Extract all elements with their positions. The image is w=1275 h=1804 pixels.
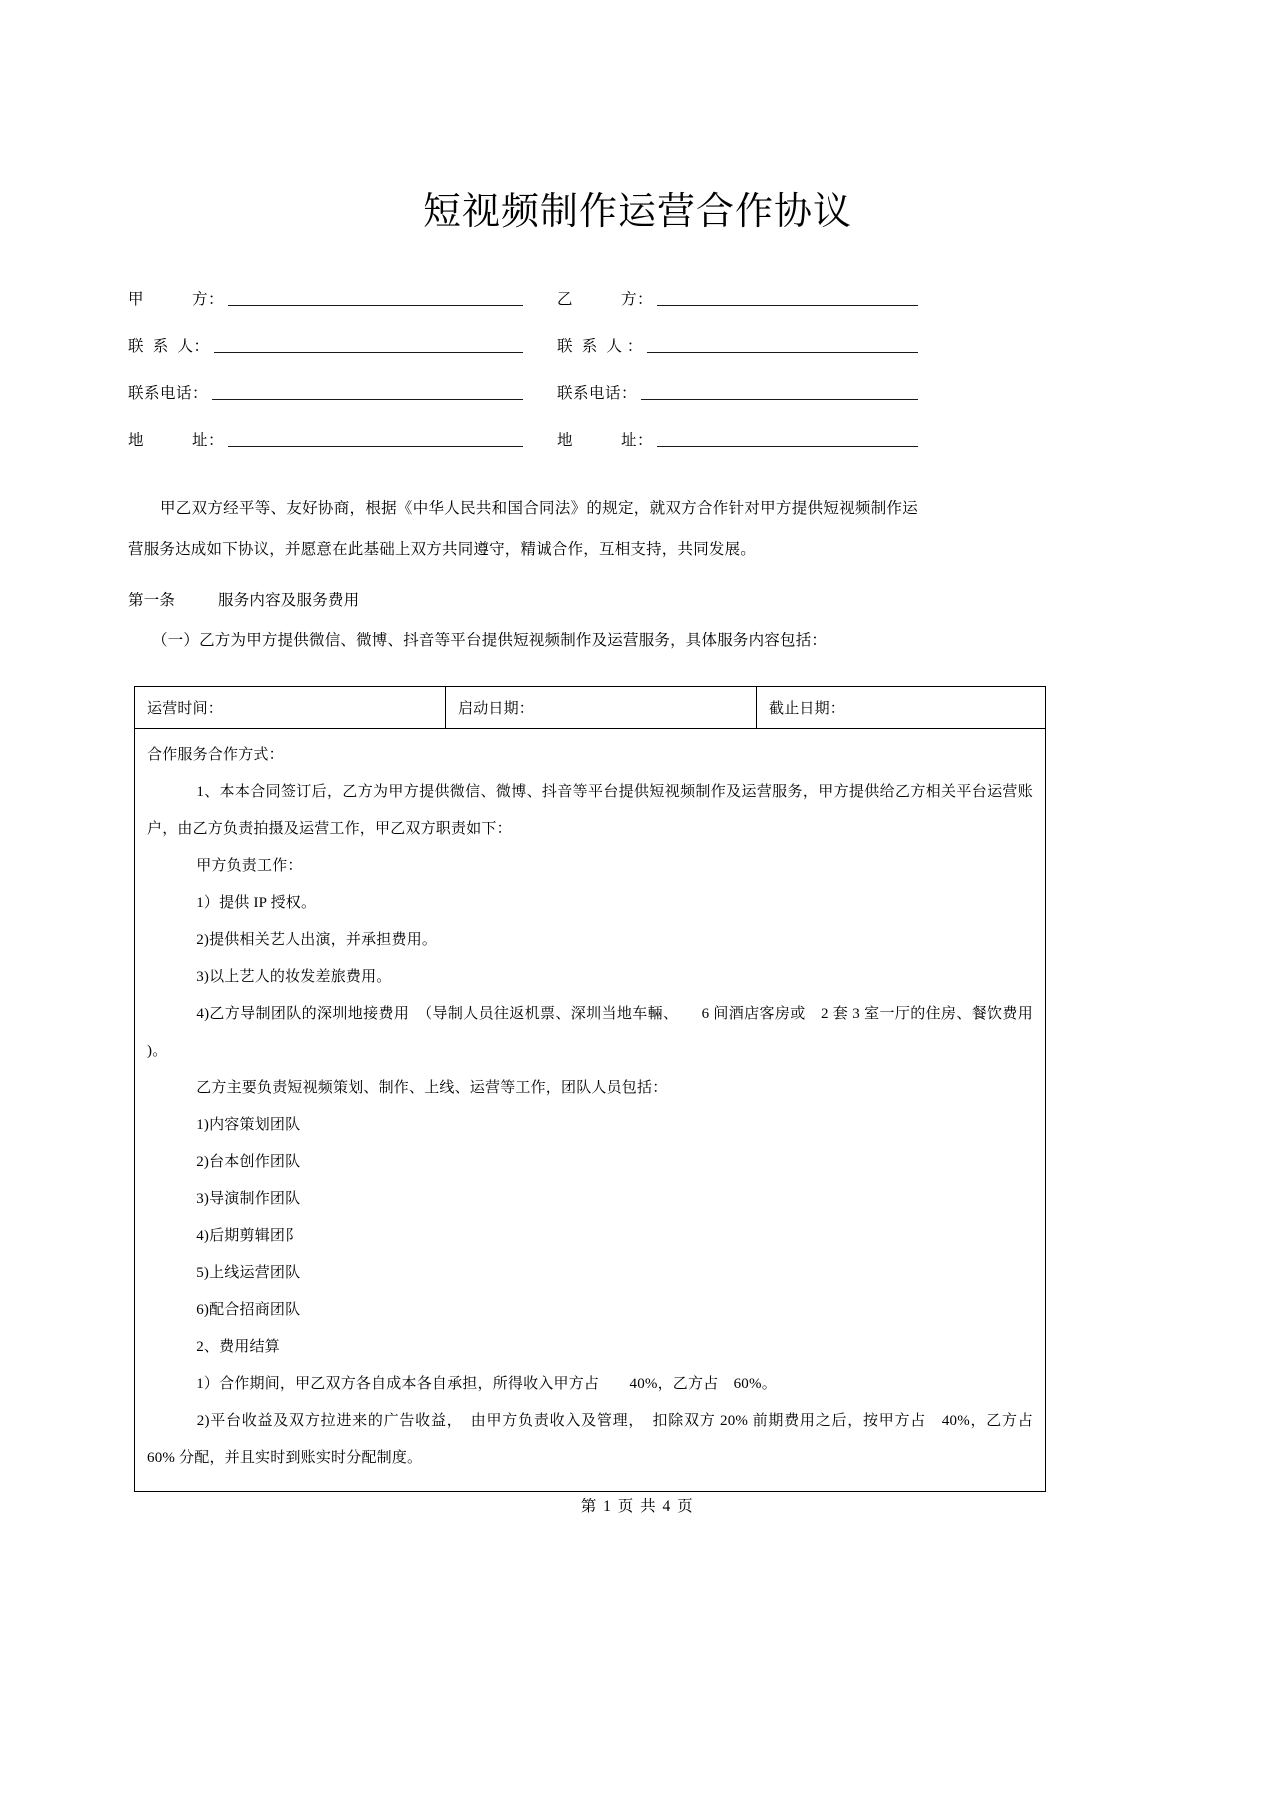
party-b-name-label: 乙 方： [557, 290, 654, 308]
party-b-phone-label: 联系电话： [557, 384, 638, 402]
table-line: 2)台本创作团队 [181, 1154, 301, 1170]
table-line: 4)后期剪辑团阝 [181, 1228, 301, 1244]
service-content-table [134, 686, 1046, 1492]
party-a-contact-label: 联 系 人： [128, 337, 210, 355]
table-line: 乙方主要负责短视频策划、制作、上线、运营等工作，团队人员包括： [181, 1080, 668, 1096]
party-a-name-label: 甲 方： [128, 290, 225, 308]
table-line: 1)内容策划团队 [181, 1117, 301, 1133]
party-b-address-label: 地 址： [557, 431, 654, 449]
party-row [128, 403, 918, 450]
table-line: 甲方负责工作： [181, 858, 303, 874]
party-row [128, 262, 918, 309]
table-body-row [135, 729, 1046, 1492]
party-b-name-field[interactable] [523, 292, 918, 310]
party-a-address-label: 地 址： [128, 431, 225, 449]
table-line: 1）合作期间，甲乙双方各自成本各自承担，所得收入甲方占 40%，乙方占 60%。 [181, 1376, 777, 1392]
party-a-address-input-line[interactable] [228, 445, 523, 447]
party-a-contact-input-line[interactable] [214, 351, 523, 353]
table-line: 2、费用结算 [181, 1339, 280, 1355]
parties-block [128, 262, 918, 450]
table-line: 3)导演制作团队 [181, 1191, 301, 1207]
party-a-contact-field[interactable] [128, 339, 523, 357]
party-row [128, 356, 918, 403]
table-header-start-date[interactable]: 启动日期： [446, 687, 757, 729]
table-line: 3)以上艺人的妆发差旅费用。 [181, 969, 392, 985]
table-header-end-date[interactable]: 截止日期： [757, 687, 1046, 729]
party-b-address-input-line[interactable] [657, 445, 918, 447]
party-a-address-field[interactable] [128, 433, 523, 451]
table-line: 1、本本合同签订后，乙方为甲方提供微信、微博、抖音等平台提供短视频制作及运营服务，甲方提供给乙方相关平台运营账户，由乙方负责拍摄及运营工作，甲乙双方职责如下： [147, 784, 1033, 837]
party-b-contact-field[interactable] [523, 339, 918, 357]
party-row [128, 309, 918, 356]
table-line: 4)乙方导制团队的深圳地接费用 （导制人员往返机票、深圳当地车輛、 6 间酒店客房或 2 套 3 室一厅的住房、餐饮费用 )。 [147, 1006, 1037, 1059]
party-a-name-field[interactable] [128, 292, 523, 310]
page-footer: 第 1 页 共 4 页 [580, 1498, 695, 1515]
table-body-cell [135, 729, 1046, 1492]
table-line: 2)平台收益及双方拉进来的广告收益， 由甲方负责收入及管理， 扣除双方 20% 前期费用之后，按甲方占 40%，乙方占 60% 分配，并且实时到账实时分配制度。 [147, 1413, 1037, 1466]
party-b-contact-input-line[interactable] [647, 351, 918, 353]
party-a-name-input-line[interactable] [228, 304, 523, 306]
party-b-address-field[interactable] [523, 433, 918, 451]
clause-one-title: 服务内容及服务费用 [218, 592, 360, 609]
table-line: 6)配合招商团队 [181, 1302, 301, 1318]
party-b-phone-input-line[interactable] [641, 398, 918, 400]
party-b-phone-field[interactable] [523, 386, 918, 404]
clause-one-heading [128, 588, 918, 614]
table-line: 1）提供 IP 授权。 [181, 895, 317, 911]
clause-one-subitem: （一）乙方为甲方提供微信、微博、抖音等平台提供短视频制作及运营服务，具体服务内容包括： [152, 632, 828, 649]
clause-one-number: 第一条 [128, 592, 176, 609]
table-line: 合作服务合作方式： [147, 747, 284, 763]
party-a-phone-field[interactable] [128, 386, 523, 404]
party-a-phone-input-line[interactable] [212, 398, 523, 400]
intro-paragraph: 甲乙双方经平等、友好协商，根据《中华人民共和国合同法》的规定，就双方合作针对甲方提供短视频制作运营服务达成如下协议，并愿意在此基础上双方共同遵守，精诚合作，互相支持，共同发展。 [128, 499, 918, 558]
table-header-row [135, 687, 1046, 729]
page-title: 短视频制作运营合作协议 [422, 191, 852, 234]
table-line: 2)提供相关艺人出演，并承担费用。 [181, 932, 438, 948]
table-header-operation-period[interactable]: 运营时间： [135, 687, 446, 729]
table-line: 5)上线运营团队 [181, 1265, 301, 1281]
party-a-phone-label: 联系电话： [128, 384, 209, 402]
party-b-name-input-line[interactable] [657, 304, 918, 306]
party-b-contact-label: 联 系 人 ： [557, 337, 643, 355]
